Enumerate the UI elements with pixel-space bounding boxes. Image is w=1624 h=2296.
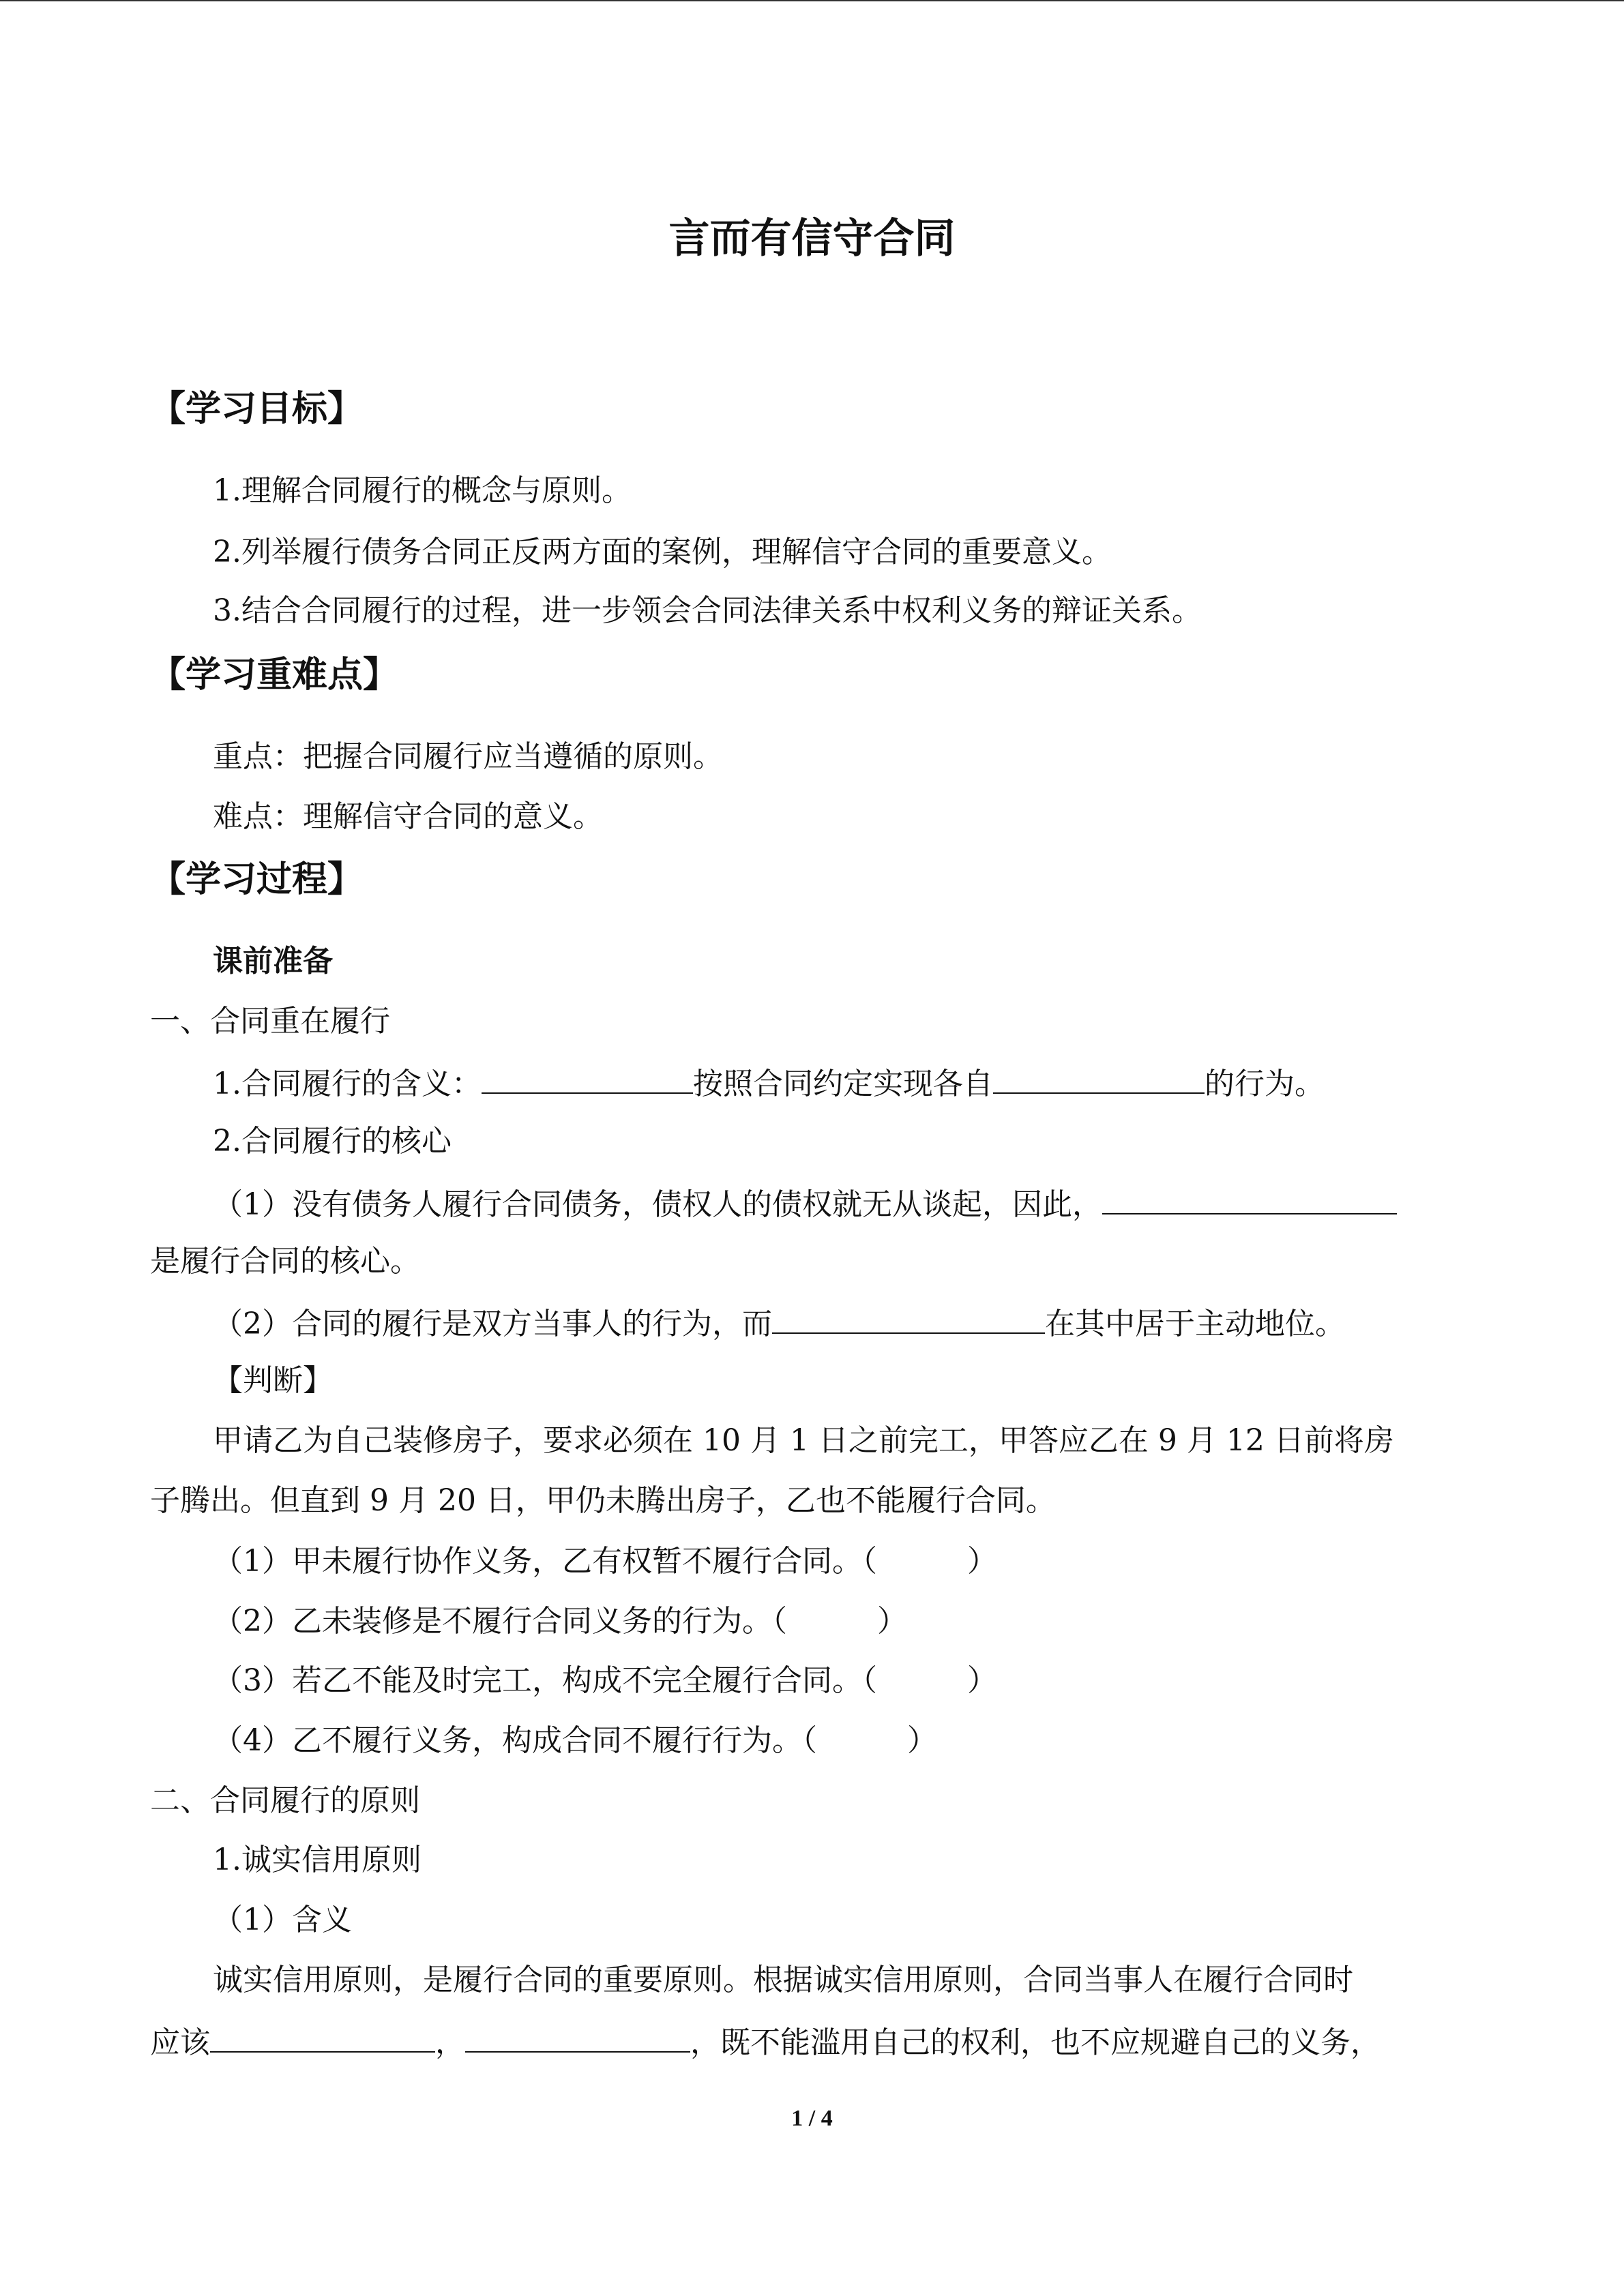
part2-heading: 二、合同履行的原则 bbox=[150, 1783, 420, 1818]
answer-blank[interactable] bbox=[465, 2020, 690, 2053]
top-border bbox=[0, 0, 1624, 1]
process-heading: 【学习过程】 bbox=[150, 859, 364, 900]
judge-label: 【判断】 bbox=[213, 1363, 333, 1398]
judge-item-1: （1）甲未履行协作义务，乙有权暂不履行合同。（ ） bbox=[213, 1544, 997, 1579]
objective-item-2: 2.列举履行债务合同正反两方面的案例，理解信守合同的重要意义。 bbox=[213, 535, 1112, 569]
principle-text-line-2 bbox=[150, 2020, 1381, 2063]
answer-blank[interactable] bbox=[772, 1301, 1045, 1334]
difficulty-point: 难点：理解信守合同的意义。 bbox=[213, 799, 603, 834]
core-subquestion-1-text: （1）没有债务人履行合同债务，债权人的债权就无从谈起，因此， bbox=[213, 1187, 1102, 1222]
core-subquestion-1 bbox=[213, 1182, 1397, 1225]
meaning-question-part-c: 的行为。 bbox=[1204, 1067, 1325, 1101]
page-number: 1 / 4 bbox=[791, 2106, 833, 2131]
core-question: 2.合同履行的核心 bbox=[213, 1124, 452, 1159]
answer-blank[interactable] bbox=[482, 1061, 693, 1094]
meaning-question bbox=[213, 1061, 1325, 1105]
objective-item-3: 3.结合合同履行的过程，进一步领会合同法律关系中权利义务的辩证关系。 bbox=[213, 593, 1202, 628]
judge-item-3: （3）若乙不能及时完工，构成不完全履行合同。（ ） bbox=[213, 1663, 997, 1698]
objective-item-1: 1.理解合同履行的概念与原则。 bbox=[213, 473, 632, 508]
part1-heading: 一、合同重在履行 bbox=[150, 1004, 390, 1039]
principle-text-line-2-part-c: ，既不能滥用自己的权利，也不应规避自己的义务， bbox=[690, 2025, 1381, 2060]
principle-1: 1.诚实信用原则 bbox=[213, 1843, 422, 1877]
meaning-question-part-b: 按照合同约定实现各自 bbox=[692, 1067, 993, 1101]
core-subquestion-2-part-b: 在其中居于主动地位。 bbox=[1045, 1307, 1345, 1341]
answer-blank[interactable] bbox=[993, 1061, 1205, 1094]
answer-blank[interactable] bbox=[210, 2020, 435, 2053]
focus-point: 重点：把握合同履行应当遵循的原则。 bbox=[213, 739, 723, 774]
principle-text-line-2-part-b: ， bbox=[435, 2025, 465, 2060]
principle-1-meaning: （1）含义 bbox=[213, 1903, 352, 1937]
key-points-heading: 【学习重难点】 bbox=[150, 655, 399, 696]
meaning-question-part-a: 1.合同履行的含义： bbox=[213, 1067, 482, 1101]
case-text-line-1: 甲请乙为自己装修房子，要求必须在 10 月 1 日之前完工，甲答应乙在 9 月 12 日前将房 bbox=[213, 1423, 1394, 1458]
core-subquestion-1-continued: 是履行合同的核心。 bbox=[150, 1244, 420, 1279]
answer-blank[interactable] bbox=[1102, 1182, 1397, 1214]
judge-item-2: （2）乙未装修是不履行合同义务的行为。（ ） bbox=[213, 1604, 907, 1639]
case-text-line-2: 子腾出。但直到 9 月 20 日，甲仍未腾出房子，乙也不能履行合同。 bbox=[150, 1483, 1056, 1518]
principle-text-line-1: 诚实信用原则，是履行合同的重要原则。根据诚实信用原则，合同当事人在履行合同时 bbox=[213, 1963, 1353, 1997]
judge-item-4: （4）乙不履行义务，构成合同不履行行为。（ ） bbox=[213, 1723, 937, 1758]
principle-text-line-2-part-a: 应该 bbox=[150, 2025, 210, 2060]
core-subquestion-2 bbox=[213, 1301, 1345, 1345]
prep-label: 课前准备 bbox=[213, 944, 333, 979]
document-title: 言而有信守合同 bbox=[668, 215, 956, 263]
core-subquestion-2-part-a: （2）合同的履行是双方当事人的行为，而 bbox=[213, 1307, 772, 1341]
objectives-heading: 【学习目标】 bbox=[150, 389, 364, 430]
